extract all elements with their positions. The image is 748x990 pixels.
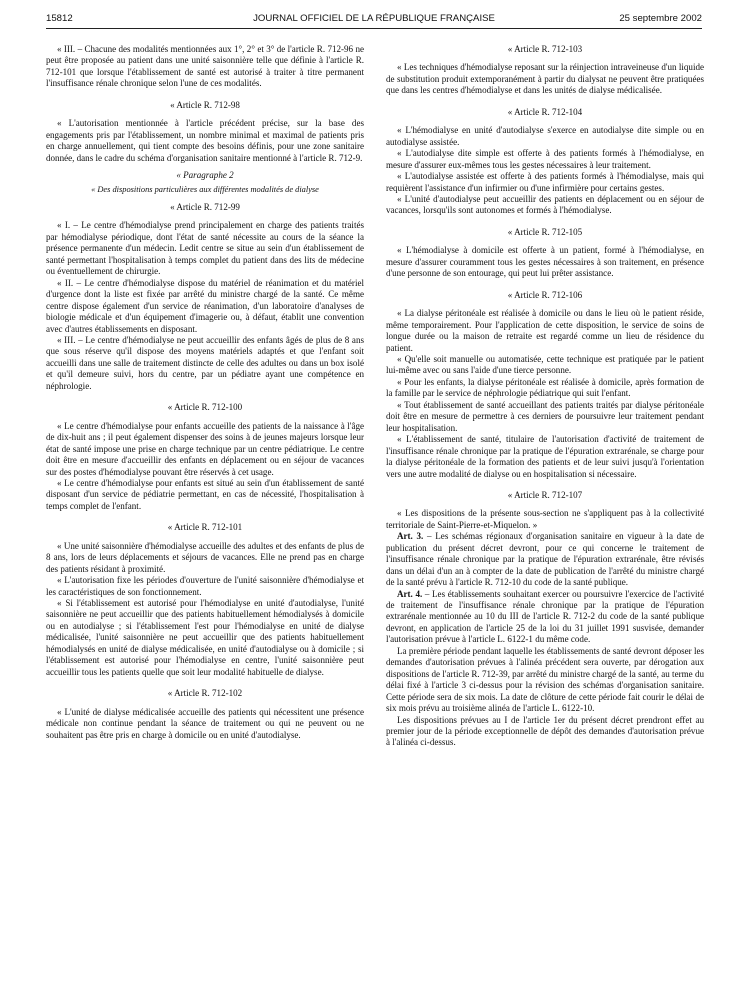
body-paragraph: « Le centre d'hémodialyse pour enfants est situé au sein d'un établissement de santé disposant d'un service de pédiatrie permettant, en cas de nécessité, l'hospitalisation à temps complet de l'enfant. <box>46 477 364 511</box>
body-paragraph: « Si l'établissement est autorisé pour l'hémodialyse en unité d'autodialyse, l'unité saisonnière ne peut accueillir que des patients habituellement hémodialysés à domicile ou en autodialyse ; si l'établissement l'est pour l'hémodialyse en unité de dialyse médicalisée, l'unité saisonnière ne peut accueillir que des patients habituellement hémodialysés en unité de dialyse médicalisée, en unité d'autodialyse ou à domicile ; si l'établissement est autorisé pour l'hémodialyse en centre, l'unité saisonnière peut accueillir tous les patients quelle que soit leur modalité habituelle de dialyse. <box>46 598 364 677</box>
body-paragraph: « L'établissement de santé, titulaire de l'autorisation d'activité de traitement de l'insuffisance rénale chronique par la pratique de l'épuration extrarénale, se charge pour la dialyse péritonéale de la formation des patients et de leur suivi jusqu'à l'orientation vers une autre modalité de dialyse ou en hospitalisation si nécessaire. <box>386 434 704 479</box>
decree-article-label: Art. 4. <box>397 588 423 599</box>
article-title: « Article R. 712-103 <box>507 44 583 54</box>
body-paragraph: « L'autodialyse dite simple est offerte à des patients formés à l'hémodialyse, en mesure d'assurer eux-mêmes tous les gestes nécessaires à leur traitement. <box>386 148 704 170</box>
decree-article-3 <box>386 531 704 588</box>
article-title: « Article R. 712-104 <box>507 106 583 117</box>
body-paragraph: « I. – Le centre d'hémodialyse prend principalement en charge des patients traités par hémodialyse périodique, dont l'état de santé nécessite au cours de la séance la présence permanente d'un médecin. Ledit centre se situe au sein d'un établissement de santé permettant l'hospitalisation à temps complet du patient dans des lits de médecine ou éventuellement de chirurgie. <box>46 220 364 277</box>
paragraph-subtitle: « Des dispositions particulières aux différentes modalités de dialyse <box>91 184 319 194</box>
header-rule <box>46 28 702 29</box>
body-paragraph: « Les dispositions de la présente sous-section ne s'appliquent pas à la collectivité territoriale de Saint-Pierre-et-Miquelon. » <box>386 508 704 530</box>
body-paragraph: Les dispositions prévues au I de l'article 1er du présent décret prendront effet au premier jour de la période exceptionnelle de dépôt des demandes d'autorisation prévue à l'alinéa ci-dessus. <box>386 714 704 748</box>
decree-article-label: Art. 3. <box>397 531 424 542</box>
article-title: « Article R. 712-105 <box>507 226 583 237</box>
body-paragraph: « Une unité saisonnière d'hémodialyse accueille des adultes et des enfants de plus de 8 ans, lors de leurs déplacements et séjours de vacances. Elle ne prend pas en charge des patients résidant à proximité. <box>46 540 364 574</box>
body-paragraph: « L'autodialyse assistée est offerte à des patients formés à l'hémodialyse, mais qui requièrent l'assistance d'un infirmier ou d'une infirmière pour certains gestes. <box>386 171 704 193</box>
decree-article-text: – Les établissements souhaitant exercer ou poursuivre l'exercice de l'activité de traitement de l'insuffisance rénale chronique par la pratique de l'épuration extrarénale mentionnée au 10 du III de l'article R. 712-2 du code de la santé publique devront, en application de l'article 25 de la loi du 31 juillet 1991 susvisée, demander l'autorisation prévue à l'article L. 6122-1 du même code. <box>386 588 705 645</box>
body-paragraph: « Le centre d'hémodialyse pour enfants accueille des patients de la naissance à l'âge de dix-huit ans ; il peut également dispenser des soins à de jeunes majeurs lorsque leur état de santé impose une prise en charge technique par un centre pédiatrique. Le centre doit être en mesure d'accueillir des enfants en déplacement ou en séjour de vacances sur des postes d'hémodialyse pouvant être réservés à cet usage. <box>46 420 364 477</box>
body-paragraph: « L'hémodialyse en unité d'autodialyse s'exerce en autodialyse dite simple ou en autodialyse assistée. <box>386 125 704 147</box>
article-title: « Article R. 712-107 <box>507 489 583 500</box>
journal-title: JOURNAL OFFICIEL DE LA RÉPUBLIQUE FRANÇAISE <box>253 13 495 24</box>
body-paragraph: « Tout établissement de santé accueillant des patients traités par dialyse péritonéale doit être en mesure de permettre à ces derniers de poursuivre leur traitement pendant leur hospitalisation. <box>386 399 704 433</box>
publication-date: 25 septembre 2002 <box>619 13 702 24</box>
decree-article-4 <box>386 589 704 646</box>
body-paragraph: « Pour les enfants, la dialyse péritonéale est réalisée à domicile, après formation de la famille par le service de néphrologie pédiatrique qui suit l'enfant. <box>386 376 704 399</box>
body-paragraph: « III. – Chacune des modalités mentionnées aux 1°, 2° et 3° de l'article R. 712-96 ne peut être proposée au patient dans une unité saisonnière telle que définie à l'article R. 712-101 que lorsque l'établissement de santé est autorisé à traiter à titre permanent l'insuffisance rénale chronique selon l'une de ces modalités. <box>46 44 364 89</box>
body-paragraph: « II. – Le centre d'hémodialyse dispose du matériel de réanimation et du matériel d'urgence dont la liste est fixée par arrêté du ministre chargé de la santé. Ce même centre dispose également d'un service de réanimation, d'un laboratoire d'analyses de biologie médicale et d'un équipement d'imagerie ou, à défaut, établit une convention avec d'autres établissements en disposant. <box>46 277 364 334</box>
left-column <box>46 44 364 741</box>
article-title: « Article R. 712-101 <box>167 522 243 533</box>
body-paragraph: « La dialyse péritonéale est réalisée à domicile ou dans le lieu où le patient réside, même temporairement. Pour l'application de cette disposition, le service de soins de longue durée ou la maison de retraite est regardé comme un lieu de résidence du patient. <box>386 308 704 353</box>
article-title: « Article R. 712-99 <box>170 201 240 212</box>
article-title: « Article R. 712-102 <box>167 688 243 699</box>
paragraph-title: « Paragraphe 2 <box>176 170 234 181</box>
article-title: « Article R. 712-98 <box>170 99 240 110</box>
page-header <box>46 12 702 26</box>
body-paragraph: « Les techniques d'hémodialyse reposant sur la réinjection intraveineuse d'un liquide de substitution produit extemporanément à partir du dialysat ne peuvent être pratiquées que dans les centres d'hémodialyse et dans les unités de dialyse médicalisée. <box>386 62 704 96</box>
body-paragraph: « L'unité de dialyse médicalisée accueille des patients qui nécessitent une présence médicale non continue pendant la séance de traitement ou qui ne peuvent ou ne souhaitent pas être pris en charge à domicile ou en unité d'autodialyse. <box>46 706 364 740</box>
body-paragraph: « L'unité d'autodialyse peut accueillir des patients en déplacement ou en séjour de vacances, lorsqu'ils sont autonomes et formés à l'hémodialyse. <box>386 193 704 216</box>
decree-article-text: – Les schémas régionaux d'organisation sanitaire en vigueur à la date de publication du présent décret devront, pour ce qui concerne le traitement de l'insuffisance rénale chronique par la pratique de l'épuration extrarénale, être révisés dans un délai d'un an à compter de la date de publication de l'arrêté du ministre chargé de la santé prévu à l'article R. 712-10 du code de la santé publique. <box>386 531 704 588</box>
body-paragraph: « L'autorisation fixe les périodes d'ouverture de l'unité saisonnière d'hémodialyse et les caractéristiques de son fonctionnement. <box>46 575 364 597</box>
right-column <box>386 44 704 749</box>
article-title: « Article R. 712-100 <box>167 402 243 413</box>
article-title: « Article R. 712-106 <box>507 289 583 300</box>
body-paragraph: « III. – Le centre d'hémodialyse ne peut accueillir des enfants âgés de plus de 8 ans que sous réserve qu'il dispose des moyens matériels adaptés et que l'enfant soit accueilli dans une salle de traitement distincte de celle des adultes ou dans un box isolé et qu'il demeure suivi, hors du centre, par un pédiatre ayant une compétence en néphrologie. <box>46 334 364 391</box>
body-paragraph: « Qu'elle soit manuelle ou automatisée, cette technique est pratiquée par le patient lui-même avec ou sans l'aide d'une tierce personne. <box>386 353 704 376</box>
page-number: 15812 <box>46 13 73 24</box>
body-paragraph: « L'hémodialyse à domicile est offerte à un patient, formé à l'hémodialyse, en mesure d'assurer couramment tous les gestes nécessaires à son traitement, en présence d'une personne de son entourage, qui peut lui prêter assistance. <box>386 245 704 279</box>
body-paragraph: La première période pendant laquelle les établissements de santé devront déposer les demandes d'autorisation prévues à l'alinéa précédent sera ouverte, par dérogation aux dispositions de l'article R. 712-39, par arrêté du ministre chargé de la santé, au terme du délai fixé à l'article 3 ci-dessus pour la révision des schémas d'organisation sanitaire. Cette période sera de six mois. La date de clôture de cette période fait courir le délai de six mois prévu au troisième alinéa de l'article L. 6122-10. <box>386 645 704 714</box>
body-paragraph: « L'autorisation mentionnée à l'article précédent précise, sur la base des engagements pris par l'établissement, un nombre minimal et maximal de patients pris en charge annuellement, qui tient compte des besoins définis, pour une zone sanitaire donnée, dans le cadre du schéma d'organisation sanitaire mentionné à l'article R. 712-9. <box>46 118 364 163</box>
